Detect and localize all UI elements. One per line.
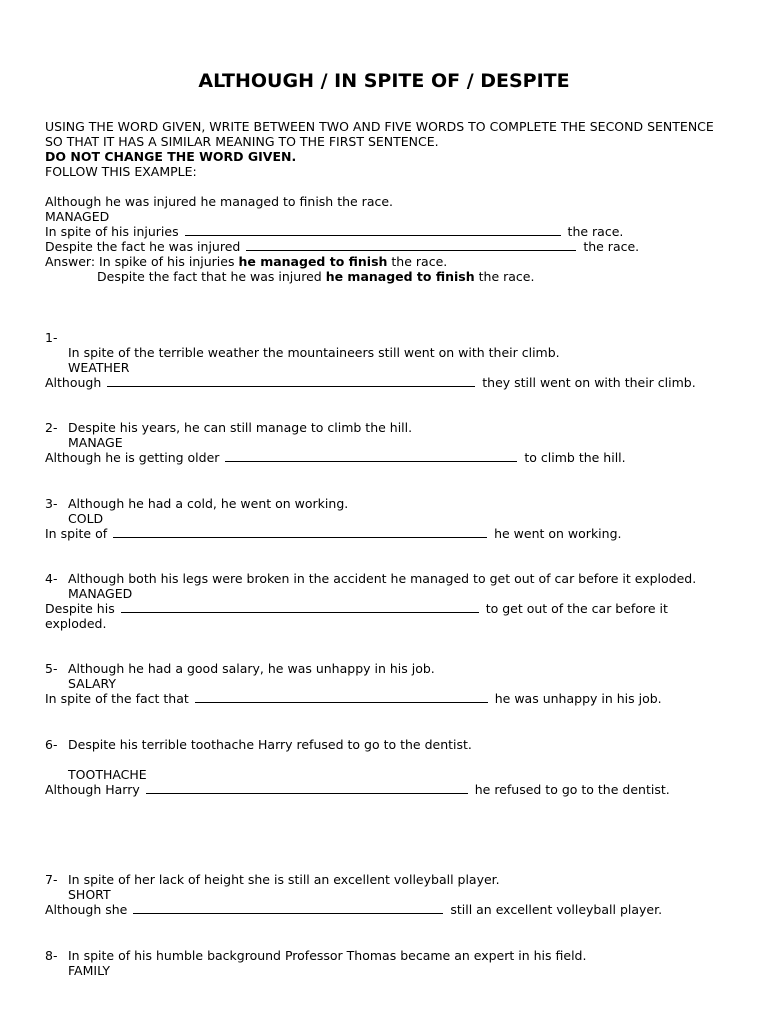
question-answer-line xyxy=(45,601,668,616)
answer-blank[interactable] xyxy=(107,375,475,387)
question-number: 8- xyxy=(45,948,58,963)
question-header xyxy=(45,496,348,511)
instruction-follow: FOLLOW THIS EXAMPLE: xyxy=(45,164,197,179)
answer-prefix: Despite his xyxy=(45,601,115,616)
answer-bold: he managed to finish xyxy=(325,269,475,284)
instruction-line: USING THE WORD GIVEN, WRITE BETWEEN TWO AND FIVE WORDS TO COMPLETE THE SECOND SENTENCE xyxy=(45,119,714,134)
question-word: SALARY xyxy=(68,676,117,691)
question-header xyxy=(45,737,472,752)
question-header xyxy=(45,571,696,586)
answer-blank[interactable] xyxy=(146,782,468,794)
answer-suffix: he went on working. xyxy=(494,526,622,541)
example-line-a xyxy=(45,224,623,239)
example-word: MANAGED xyxy=(45,209,110,224)
answer-prefix: Although he is getting older xyxy=(45,450,220,465)
question-header xyxy=(45,420,412,435)
example-a-suffix: the race. xyxy=(567,224,624,239)
example-a-prefix: In spite of his injuries xyxy=(45,224,179,239)
answer-suffix: to get out of the car before it xyxy=(485,601,668,616)
question-sentence: Although both his legs were broken in the accident he managed to get out of car before it exploded. xyxy=(68,571,697,586)
answer-suffix-continued: exploded. xyxy=(45,616,107,631)
question-header xyxy=(45,661,435,676)
answer-blank[interactable] xyxy=(133,902,443,914)
answer-prefix: Although she xyxy=(45,902,128,917)
question-sentence: Despite his terrible toothache Harry refused to go to the dentist. xyxy=(68,737,472,752)
answer-blank[interactable] xyxy=(195,691,488,703)
question-sentence: In spite of her lack of height she is still an excellent volleyball player. xyxy=(68,872,500,887)
question-word: FAMILY xyxy=(68,963,111,978)
instruction-line: SO THAT IT HAS A SIMILAR MEANING TO THE FIRST SENTENCE. xyxy=(45,134,439,149)
question-header xyxy=(45,872,500,887)
answer-prefix: Although xyxy=(45,375,102,390)
answer-prefix: In spite of the fact that xyxy=(45,691,189,706)
answer-blank[interactable] xyxy=(225,450,517,462)
question-answer-line xyxy=(45,691,662,706)
question-answer-line xyxy=(45,375,696,390)
answer-blank[interactable] xyxy=(185,224,561,236)
answer-suffix: the race. xyxy=(478,269,535,284)
example-b-suffix: the race. xyxy=(583,239,640,254)
answer-blank[interactable] xyxy=(246,239,576,251)
answer-blank[interactable] xyxy=(113,526,487,538)
question-sentence: In spite of his humble background Professor Thomas became an expert in his field. xyxy=(68,948,587,963)
question-number: 4- xyxy=(45,571,58,586)
answer-suffix: he refused to go to the dentist. xyxy=(474,782,670,797)
question-number: 7- xyxy=(45,872,58,887)
answer-blank[interactable] xyxy=(121,601,479,613)
answer-prefix: Despite the fact that he was injured xyxy=(97,269,322,284)
answer-suffix: they still went on with their climb. xyxy=(482,375,696,390)
answer-suffix: to climb the hill. xyxy=(524,450,626,465)
question-sentence: Although he had a cold, he went on working. xyxy=(68,496,349,511)
question-word: WEATHER xyxy=(68,360,130,375)
example-sentence: Although he was injured he managed to finish the race. xyxy=(45,194,394,209)
question-number: 3- xyxy=(45,496,58,511)
question-number: 2- xyxy=(45,420,58,435)
question-answer-line xyxy=(45,902,662,917)
question-sentence: Although he had a good salary, he was unhappy in his job. xyxy=(68,661,435,676)
question-word: MANAGED xyxy=(68,586,133,601)
example-answer xyxy=(45,254,447,269)
example-answer-2 xyxy=(97,269,534,284)
example-b-prefix: Despite the fact he was injured xyxy=(45,239,241,254)
answer-suffix: still an excellent volleyball player. xyxy=(450,902,663,917)
instruction-bold: DO NOT CHANGE THE WORD GIVEN. xyxy=(45,149,297,164)
page-title: ALTHOUGH / IN SPITE OF / DESPITE xyxy=(198,70,570,92)
question-sentence: In spite of the terrible weather the mountaineers still went on with their climb. xyxy=(68,345,560,360)
example-line-b xyxy=(45,239,639,254)
question-word: COLD xyxy=(68,511,104,526)
question-word: SHORT xyxy=(68,887,111,902)
question-number: 6- xyxy=(45,737,58,752)
question-sentence: Despite his years, he can still manage to climb the hill. xyxy=(68,420,413,435)
question-word: TOOTHACHE xyxy=(68,767,147,782)
answer-prefix: Although Harry xyxy=(45,782,140,797)
answer-bold: he managed to finish xyxy=(238,254,388,269)
question-number: 1- xyxy=(45,330,58,345)
answer-suffix: the race. xyxy=(391,254,448,269)
question-answer-line xyxy=(45,782,670,797)
question-header xyxy=(45,948,586,963)
answer-label: Answer: In spike of his injuries xyxy=(45,254,235,269)
question-answer-line xyxy=(45,526,622,541)
question-answer-line xyxy=(45,450,626,465)
answer-prefix: In spite of xyxy=(45,526,108,541)
answer-suffix: he was unhappy in his job. xyxy=(494,691,662,706)
question-number: 5- xyxy=(45,661,58,676)
question-word: MANAGE xyxy=(68,435,123,450)
